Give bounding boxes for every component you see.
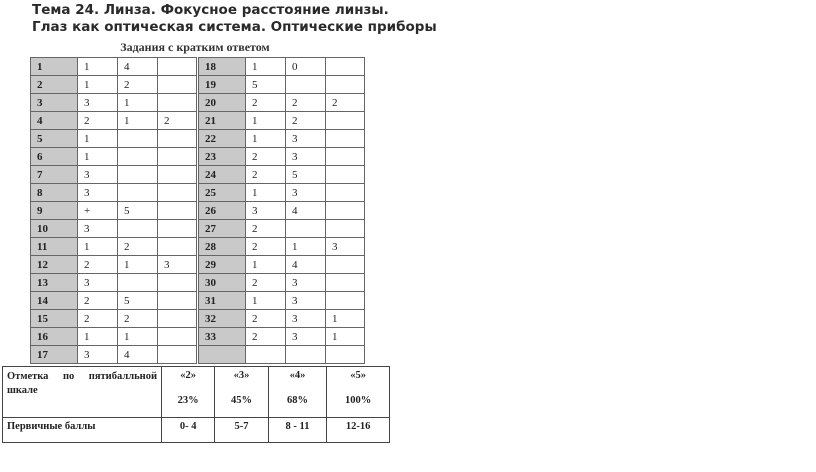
answer-cell: 5 — [286, 166, 326, 184]
answer-row — [31, 58, 197, 76]
answer-cell — [326, 292, 365, 310]
task-number-cell: 12 — [31, 256, 78, 274]
answer-row — [31, 256, 197, 274]
answer-cell — [326, 202, 365, 220]
answer-cell: 2 — [118, 76, 158, 94]
answer-cell: 2 — [246, 274, 286, 292]
answer-cell — [118, 220, 158, 238]
answer-cell: 1 — [286, 238, 326, 256]
answer-row — [31, 166, 197, 184]
task-number-cell: 5 — [31, 130, 78, 148]
task-number-cell: 33 — [199, 328, 246, 346]
answer-cell: 3 — [286, 328, 326, 346]
grading-row-points — [3, 418, 390, 443]
primary-points-cell: 5-7 — [215, 418, 268, 443]
answer-cell: 1 — [78, 238, 118, 256]
answer-cell: 2 — [78, 112, 118, 130]
grading-mark-cell: «3» 45% — [215, 367, 268, 418]
answer-cell: 1 — [78, 130, 118, 148]
answer-cell: 2 — [78, 310, 118, 328]
answer-row — [199, 346, 365, 364]
answer-cell — [326, 58, 365, 76]
answer-row — [199, 58, 365, 76]
answer-cell — [326, 166, 365, 184]
task-number-cell: 14 — [31, 292, 78, 310]
answer-row — [199, 292, 365, 310]
answer-cell: + — [78, 202, 118, 220]
answer-cell — [158, 292, 197, 310]
grading-row-marks — [3, 367, 390, 418]
answer-cell — [158, 274, 197, 292]
task-number-cell — [199, 346, 246, 364]
answer-row — [199, 310, 365, 328]
answer-cell — [326, 346, 365, 364]
section-subtitle: Задания с кратким ответом — [120, 40, 270, 54]
answer-cell: 5 — [118, 292, 158, 310]
answer-row — [31, 220, 197, 238]
answer-cell: 4 — [118, 346, 158, 364]
task-number-cell: 9 — [31, 202, 78, 220]
answer-cell — [326, 76, 365, 94]
answer-cell: 3 — [286, 148, 326, 166]
answer-cell — [158, 220, 197, 238]
task-number-cell: 29 — [199, 256, 246, 274]
answer-cell — [158, 76, 197, 94]
answer-cell: 1 — [78, 148, 118, 166]
answer-cell: 3 — [286, 292, 326, 310]
answer-cell: 1 — [78, 76, 118, 94]
answer-cell — [326, 184, 365, 202]
answer-cell — [158, 310, 197, 328]
answer-cell — [326, 274, 365, 292]
answer-cell — [246, 346, 286, 364]
answer-row — [31, 130, 197, 148]
answer-cell — [158, 346, 197, 364]
grading-mark-cell: «5» 100% — [327, 367, 390, 418]
topic-title-line2: Глаз как оптическая система. Оптические приборы — [32, 19, 437, 35]
answer-cell — [118, 274, 158, 292]
answer-cell: 2 — [246, 310, 286, 328]
answer-cell: 1 — [246, 292, 286, 310]
answer-row — [31, 328, 197, 346]
answer-cell: 2 — [286, 94, 326, 112]
answer-cell — [158, 94, 197, 112]
answer-cell: 1 — [118, 112, 158, 130]
answer-cell: 3 — [78, 346, 118, 364]
task-number-cell: 28 — [199, 238, 246, 256]
primary-points-cell: 8 - 11 — [268, 418, 327, 443]
answer-row — [199, 76, 365, 94]
answers-table-right — [198, 57, 365, 364]
answer-row — [31, 148, 197, 166]
answer-cell: 1 — [246, 112, 286, 130]
task-number-cell: 6 — [31, 148, 78, 166]
answer-cell — [118, 184, 158, 202]
answer-cell: 1 — [246, 58, 286, 76]
answer-cell — [158, 184, 197, 202]
task-number-cell: 30 — [199, 274, 246, 292]
answer-cell — [158, 202, 197, 220]
answer-cell: 3 — [286, 184, 326, 202]
answer-cell: 3 — [246, 202, 286, 220]
task-number-cell: 3 — [31, 94, 78, 112]
answer-cell: 2 — [246, 166, 286, 184]
answer-cell — [158, 58, 197, 76]
answer-row — [31, 184, 197, 202]
answer-cell: 1 — [118, 256, 158, 274]
answer-cell: 5 — [118, 202, 158, 220]
answer-cell: 2 — [78, 292, 118, 310]
answer-cell: 1 — [246, 184, 286, 202]
answer-cell: 1 — [118, 94, 158, 112]
answer-cell: 2 — [118, 238, 158, 256]
answer-cell: 2 — [246, 94, 286, 112]
topic-title-line1: Тема 24. Линза. Фокусное расстояние линзы. — [32, 2, 389, 18]
answer-cell — [118, 148, 158, 166]
answer-row — [199, 166, 365, 184]
answer-cell: 4 — [286, 202, 326, 220]
answer-row — [31, 346, 197, 364]
task-number-cell: 4 — [31, 112, 78, 130]
answer-cell: 1 — [326, 328, 365, 346]
answer-cell: 2 — [246, 238, 286, 256]
answer-cell — [286, 346, 326, 364]
answer-cell: 2 — [78, 256, 118, 274]
answer-cell: 1 — [246, 130, 286, 148]
answer-cell: 3 — [78, 220, 118, 238]
answer-cell: 0 — [286, 58, 326, 76]
answer-row — [31, 274, 197, 292]
answer-cell: 1 — [78, 328, 118, 346]
answer-cell — [118, 166, 158, 184]
task-number-cell: 10 — [31, 220, 78, 238]
answer-row — [199, 130, 365, 148]
task-number-cell: 22 — [199, 130, 246, 148]
answer-cell: 2 — [246, 148, 286, 166]
answer-cell: 2 — [246, 220, 286, 238]
answer-row — [199, 94, 365, 112]
task-number-cell: 31 — [199, 292, 246, 310]
answer-cell — [118, 130, 158, 148]
answer-cell: 3 — [158, 256, 197, 274]
task-number-cell: 16 — [31, 328, 78, 346]
answer-row — [199, 184, 365, 202]
answer-cell — [158, 130, 197, 148]
answer-cell: 2 — [326, 94, 365, 112]
answer-row — [199, 112, 365, 130]
answer-cell: 3 — [78, 184, 118, 202]
task-number-cell: 20 — [199, 94, 246, 112]
answer-cell — [158, 328, 197, 346]
task-number-cell: 11 — [31, 238, 78, 256]
answer-cell: 3 — [78, 166, 118, 184]
answer-cell: 3 — [286, 310, 326, 328]
answer-row — [199, 256, 365, 274]
answer-row — [31, 76, 197, 94]
answer-row — [31, 310, 197, 328]
answer-cell: 1 — [78, 58, 118, 76]
answer-row — [31, 292, 197, 310]
primary-points-cell: 0- 4 — [162, 418, 215, 443]
answer-cell — [286, 76, 326, 94]
answer-cell: 2 — [118, 310, 158, 328]
answer-cell: 2 — [286, 112, 326, 130]
answer-cell — [326, 256, 365, 274]
task-number-cell: 15 — [31, 310, 78, 328]
task-number-cell: 19 — [199, 76, 246, 94]
task-number-cell: 24 — [199, 166, 246, 184]
task-number-cell: 18 — [199, 58, 246, 76]
answer-cell — [158, 148, 197, 166]
answer-row — [199, 220, 365, 238]
answer-row — [199, 148, 365, 166]
answer-cell: 3 — [78, 94, 118, 112]
task-number-cell: 23 — [199, 148, 246, 166]
answer-cell: 3 — [286, 274, 326, 292]
answer-row — [31, 238, 197, 256]
answer-cell: 2 — [158, 112, 197, 130]
answer-row — [199, 274, 365, 292]
topic-title — [32, 2, 437, 36]
answer-cell: 1 — [118, 328, 158, 346]
answer-cell — [326, 220, 365, 238]
answer-cell: 4 — [286, 256, 326, 274]
task-number-cell: 26 — [199, 202, 246, 220]
answer-cell — [326, 148, 365, 166]
answer-cell: 5 — [246, 76, 286, 94]
grading-mark-cell: «2» 23% — [162, 367, 215, 418]
answer-row — [31, 112, 197, 130]
task-number-cell: 32 — [199, 310, 246, 328]
answer-cell: 2 — [246, 328, 286, 346]
answer-cell — [326, 112, 365, 130]
answer-cell: 3 — [326, 238, 365, 256]
answer-row — [31, 202, 197, 220]
answer-row — [199, 328, 365, 346]
answer-cell — [158, 166, 197, 184]
answer-cell: 1 — [246, 256, 286, 274]
task-number-cell: 1 — [31, 58, 78, 76]
answer-row — [199, 238, 365, 256]
primary-points-label: Первичные баллы — [3, 418, 162, 443]
answer-cell: 4 — [118, 58, 158, 76]
task-number-cell: 17 — [31, 346, 78, 364]
answer-cell: 3 — [78, 274, 118, 292]
grading-mark-cell: «4» 68% — [268, 367, 327, 418]
task-number-cell: 8 — [31, 184, 78, 202]
grading-table — [2, 366, 390, 443]
task-number-cell: 7 — [31, 166, 78, 184]
answer-cell — [158, 238, 197, 256]
task-number-cell: 21 — [199, 112, 246, 130]
primary-points-cell: 12-16 — [327, 418, 390, 443]
grading-scale-label: Отметка по пятибалльной шкале — [3, 367, 162, 418]
task-number-cell: 27 — [199, 220, 246, 238]
answer-row — [199, 202, 365, 220]
answers-table-left — [30, 57, 197, 364]
answer-row — [31, 94, 197, 112]
answer-cell — [326, 130, 365, 148]
answer-cell: 1 — [326, 310, 365, 328]
answer-cell: 3 — [286, 130, 326, 148]
task-number-cell: 2 — [31, 76, 78, 94]
answer-cell — [286, 220, 326, 238]
task-number-cell: 25 — [199, 184, 246, 202]
task-number-cell: 13 — [31, 274, 78, 292]
